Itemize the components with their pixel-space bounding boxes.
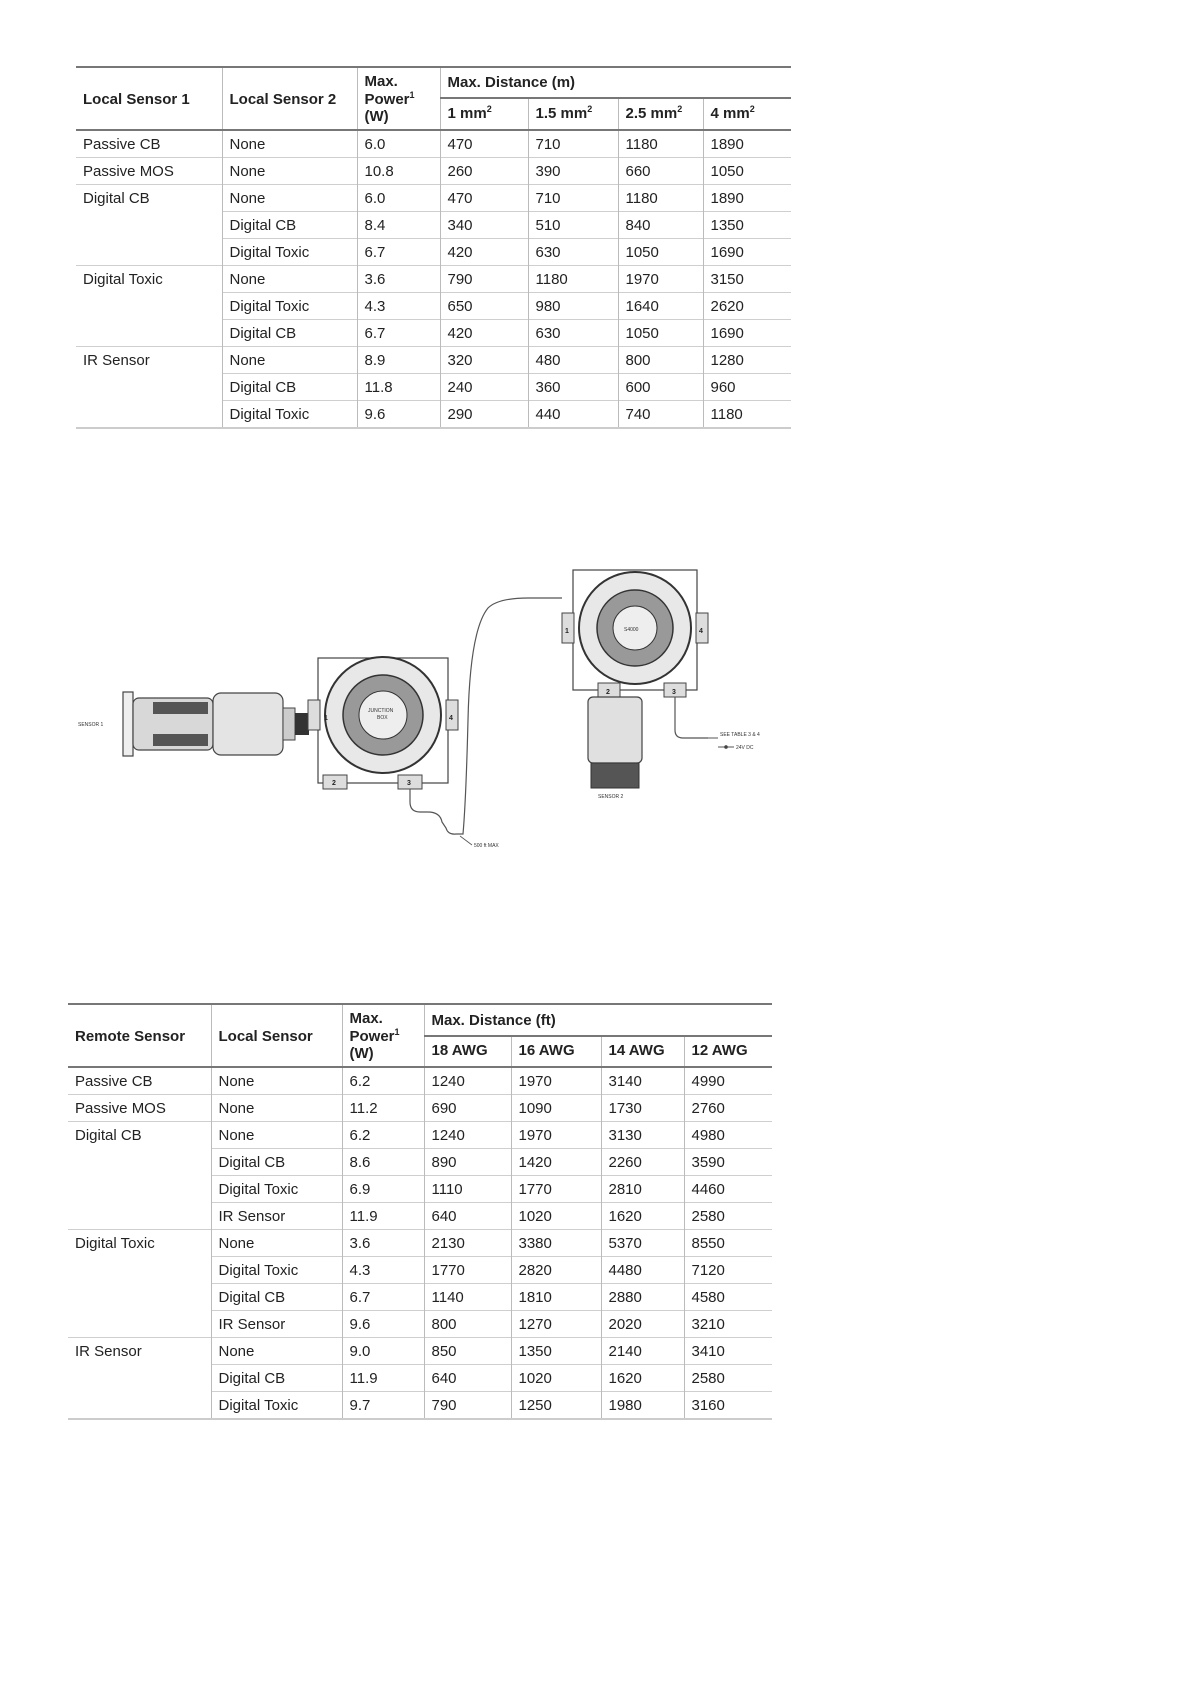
cell-sensor-2: IR Sensor bbox=[211, 1203, 342, 1230]
header-size-2-text: 1.5 mm bbox=[535, 104, 588, 122]
cell-max-power: 9.7 bbox=[342, 1392, 424, 1420]
cell-distance: 1350 bbox=[703, 212, 791, 239]
cell-distance: 660 bbox=[618, 158, 703, 185]
table-row bbox=[76, 266, 791, 293]
cell-sensor-1: Passive MOS bbox=[76, 158, 222, 185]
cell-distance: 480 bbox=[528, 347, 618, 374]
header-power-line-3: (W) bbox=[349, 1045, 374, 1062]
cell-distance: 1050 bbox=[618, 239, 703, 266]
cell-distance: 3410 bbox=[684, 1338, 772, 1365]
cell-distance: 1620 bbox=[601, 1365, 684, 1392]
cell-distance: 1810 bbox=[511, 1284, 601, 1311]
cell-distance: 1270 bbox=[511, 1311, 601, 1338]
cell-distance: 1620 bbox=[601, 1203, 684, 1230]
header-max-distance-ft: Max. Distance (ft) bbox=[424, 1004, 772, 1036]
cell-distance: 1240 bbox=[424, 1122, 511, 1149]
cell-distance: 7120 bbox=[684, 1257, 772, 1284]
cell-sensor-1: IR Sensor bbox=[68, 1338, 211, 1420]
cell-distance: 4480 bbox=[601, 1257, 684, 1284]
cell-distance: 1090 bbox=[511, 1095, 601, 1122]
cell-distance: 600 bbox=[618, 374, 703, 401]
cell-distance: 3590 bbox=[684, 1149, 772, 1176]
cell-sensor-2: Digital Toxic bbox=[222, 239, 357, 266]
cell-sensor-1: Digital Toxic bbox=[76, 266, 222, 347]
table-row bbox=[76, 130, 791, 158]
cell-distance: 1980 bbox=[601, 1392, 684, 1420]
cell-max-power: 11.9 bbox=[342, 1203, 424, 1230]
cell-distance: 1110 bbox=[424, 1176, 511, 1203]
cell-max-power: 6.0 bbox=[357, 130, 440, 158]
cell-distance: 850 bbox=[424, 1338, 511, 1365]
header-size-1-text: 1 mm bbox=[447, 104, 487, 122]
superscript-2: 2 bbox=[486, 103, 492, 114]
header-local-sensor-1: Local Sensor 1 bbox=[76, 67, 222, 130]
cell-max-power: 8.4 bbox=[357, 212, 440, 239]
cell-distance: 1640 bbox=[618, 293, 703, 320]
cell-distance: 710 bbox=[528, 130, 618, 158]
cell-distance: 3150 bbox=[703, 266, 791, 293]
cell-distance: 2580 bbox=[684, 1203, 772, 1230]
cell-sensor-2: Digital CB bbox=[222, 374, 357, 401]
cell-distance: 960 bbox=[703, 374, 791, 401]
cell-distance: 1020 bbox=[511, 1203, 601, 1230]
cell-sensor-2: None bbox=[222, 347, 357, 374]
footnote-marker: 1 bbox=[394, 1027, 400, 1037]
cell-sensor-1: Digital Toxic bbox=[68, 1230, 211, 1338]
header-awg-14: 14 AWG bbox=[601, 1036, 684, 1068]
cell-distance: 1420 bbox=[511, 1149, 601, 1176]
cell-distance: 2260 bbox=[601, 1149, 684, 1176]
cell-sensor-1: Passive CB bbox=[68, 1067, 211, 1095]
cell-distance: 340 bbox=[440, 212, 528, 239]
cell-sensor-1: IR Sensor bbox=[76, 347, 222, 429]
cell-max-power: 6.0 bbox=[357, 185, 440, 212]
cell-max-power: 4.3 bbox=[357, 293, 440, 320]
cell-distance: 3160 bbox=[684, 1392, 772, 1420]
metric-table-body bbox=[76, 130, 791, 428]
wiring-diagram bbox=[68, 540, 788, 920]
header-max-distance: Max. Distance (m) bbox=[440, 67, 791, 98]
cell-distance: 800 bbox=[618, 347, 703, 374]
junction-label-1: JUNCTION bbox=[368, 708, 394, 714]
cell-max-power: 6.2 bbox=[342, 1122, 424, 1149]
cell-distance: 1250 bbox=[511, 1392, 601, 1420]
header-size-4-text: 4 mm bbox=[710, 104, 750, 122]
cell-distance: 1240 bbox=[424, 1067, 511, 1095]
cell-distance: 1180 bbox=[618, 130, 703, 158]
cell-sensor-2: Digital Toxic bbox=[222, 401, 357, 429]
cell-sensor-2: Digital CB bbox=[211, 1365, 342, 1392]
table-row bbox=[68, 1338, 772, 1365]
cell-distance: 1690 bbox=[703, 239, 791, 266]
cell-sensor-2: None bbox=[222, 185, 357, 212]
cell-distance: 1770 bbox=[511, 1176, 601, 1203]
cell-max-power: 10.8 bbox=[357, 158, 440, 185]
tx-port-2: 2 bbox=[606, 689, 610, 696]
tx-port-4: 4 bbox=[699, 628, 703, 635]
cell-distance: 1970 bbox=[618, 266, 703, 293]
cell-max-power: 6.7 bbox=[342, 1284, 424, 1311]
cell-distance: 840 bbox=[618, 212, 703, 239]
cell-distance: 8550 bbox=[684, 1230, 772, 1257]
cell-sensor-2: Digital CB bbox=[222, 212, 357, 239]
cell-distance: 1180 bbox=[618, 185, 703, 212]
superscript-2: 2 bbox=[749, 103, 755, 114]
table-row bbox=[76, 185, 791, 212]
header-remote-sensor: Remote Sensor bbox=[68, 1004, 211, 1067]
cell-distance: 3130 bbox=[601, 1122, 684, 1149]
header-size-3 bbox=[618, 98, 703, 130]
table-row bbox=[76, 347, 791, 374]
power-cable bbox=[675, 697, 708, 738]
junction-label-2: BOX bbox=[377, 715, 388, 721]
cell-sensor-2: Digital Toxic bbox=[222, 293, 357, 320]
tx-port-3: 3 bbox=[672, 689, 676, 696]
cell-distance: 800 bbox=[424, 1311, 511, 1338]
cell-distance: 1970 bbox=[511, 1122, 601, 1149]
cell-sensor-2: Digital CB bbox=[211, 1284, 342, 1311]
cell-sensor-2: None bbox=[211, 1230, 342, 1257]
cell-max-power: 11.9 bbox=[342, 1365, 424, 1392]
cell-max-power: 6.2 bbox=[342, 1067, 424, 1095]
cell-max-power: 11.8 bbox=[357, 374, 440, 401]
cell-max-power: 11.2 bbox=[342, 1095, 424, 1122]
cell-sensor-2: None bbox=[222, 130, 357, 158]
cell-distance: 1020 bbox=[511, 1365, 601, 1392]
cell-max-power: 3.6 bbox=[342, 1230, 424, 1257]
cable-label-leader bbox=[460, 836, 472, 845]
cell-sensor-2: Digital CB bbox=[222, 320, 357, 347]
jb-port-2: 2 bbox=[332, 780, 336, 787]
cell-distance: 1140 bbox=[424, 1284, 511, 1311]
cell-distance: 1890 bbox=[703, 130, 791, 158]
cell-distance: 710 bbox=[528, 185, 618, 212]
sensor-1-assembly bbox=[123, 692, 309, 756]
header-size-2 bbox=[528, 98, 618, 130]
cell-max-power: 9.6 bbox=[342, 1311, 424, 1338]
cell-distance: 640 bbox=[424, 1365, 511, 1392]
cell-distance: 890 bbox=[424, 1149, 511, 1176]
cell-distance: 360 bbox=[528, 374, 618, 401]
header-size-3-text: 2.5 mm bbox=[625, 104, 678, 122]
header-power-line-1: Max. bbox=[349, 1010, 383, 1027]
cell-sensor-2: None bbox=[211, 1122, 342, 1149]
cell-sensor-1: Passive CB bbox=[76, 130, 222, 158]
cell-sensor-1: Digital CB bbox=[68, 1122, 211, 1230]
cell-distance: 260 bbox=[440, 158, 528, 185]
cell-sensor-2: Digital Toxic bbox=[211, 1257, 342, 1284]
cable-length-label: 500 ft MAX bbox=[474, 843, 499, 849]
cell-distance: 1050 bbox=[703, 158, 791, 185]
junction-box bbox=[308, 657, 458, 789]
cell-distance: 320 bbox=[440, 347, 528, 374]
header-local-sensor-2: Local Sensor 2 bbox=[222, 67, 357, 130]
header-size-4 bbox=[703, 98, 791, 130]
cell-max-power: 9.6 bbox=[357, 401, 440, 429]
cell-distance: 1770 bbox=[424, 1257, 511, 1284]
cell-distance: 470 bbox=[440, 130, 528, 158]
header-awg-16: 16 AWG bbox=[511, 1036, 601, 1068]
table-row bbox=[76, 158, 791, 185]
header-max-power bbox=[357, 67, 440, 130]
sensor-1-label: SENSOR 1 bbox=[78, 722, 104, 728]
cell-distance: 3380 bbox=[511, 1230, 601, 1257]
superscript-2: 2 bbox=[587, 103, 593, 114]
cell-distance: 390 bbox=[528, 158, 618, 185]
cell-distance: 420 bbox=[440, 239, 528, 266]
cell-sensor-2: None bbox=[222, 158, 357, 185]
cell-distance: 1180 bbox=[528, 266, 618, 293]
cell-distance: 790 bbox=[440, 266, 528, 293]
cell-distance: 1970 bbox=[511, 1067, 601, 1095]
cell-sensor-2: IR Sensor bbox=[211, 1311, 342, 1338]
table-row bbox=[68, 1095, 772, 1122]
header-max-power-ft bbox=[342, 1004, 424, 1067]
cell-sensor-2: Digital Toxic bbox=[211, 1176, 342, 1203]
cell-distance: 1350 bbox=[511, 1338, 601, 1365]
transmitter-label: S4000 bbox=[624, 627, 639, 633]
cell-sensor-2: Digital Toxic bbox=[211, 1392, 342, 1420]
cell-distance: 2820 bbox=[511, 1257, 601, 1284]
cell-sensor-2: Digital CB bbox=[211, 1149, 342, 1176]
header-power-line-2: Power bbox=[364, 91, 410, 108]
cell-distance: 470 bbox=[440, 185, 528, 212]
table-row bbox=[68, 1067, 772, 1095]
cell-max-power: 4.3 bbox=[342, 1257, 424, 1284]
cell-distance: 740 bbox=[618, 401, 703, 429]
cell-distance: 2130 bbox=[424, 1230, 511, 1257]
cell-sensor-2: None bbox=[211, 1095, 342, 1122]
cell-distance: 2810 bbox=[601, 1176, 684, 1203]
header-awg-12: 12 AWG bbox=[684, 1036, 772, 1068]
cell-distance: 3140 bbox=[601, 1067, 684, 1095]
header-local-sensor: Local Sensor bbox=[211, 1004, 342, 1067]
cell-sensor-1: Passive MOS bbox=[68, 1095, 211, 1122]
jb-port-4: 4 bbox=[449, 715, 453, 722]
cell-sensor-2: None bbox=[211, 1338, 342, 1365]
cell-distance: 1730 bbox=[601, 1095, 684, 1122]
imperial-table-body bbox=[68, 1067, 772, 1419]
cell-distance: 2760 bbox=[684, 1095, 772, 1122]
cell-distance: 3210 bbox=[684, 1311, 772, 1338]
table-row bbox=[68, 1122, 772, 1149]
header-awg-18: 18 AWG bbox=[424, 1036, 511, 1068]
cell-distance: 1180 bbox=[703, 401, 791, 429]
metric-distance-table bbox=[76, 66, 791, 429]
cell-distance: 4990 bbox=[684, 1067, 772, 1095]
header-power-line-3: (W) bbox=[364, 108, 389, 125]
cell-distance: 440 bbox=[528, 401, 618, 429]
cell-distance: 1690 bbox=[703, 320, 791, 347]
cell-distance: 5370 bbox=[601, 1230, 684, 1257]
sensor-2-label: SENSOR 2 bbox=[598, 794, 624, 800]
tx-port-1: 1 bbox=[565, 628, 569, 635]
cell-distance: 650 bbox=[440, 293, 528, 320]
table-ref-label: SEE TABLE 3 & 4 bbox=[720, 732, 760, 738]
cell-max-power: 6.9 bbox=[342, 1176, 424, 1203]
cell-max-power: 8.6 bbox=[342, 1149, 424, 1176]
cell-distance: 2620 bbox=[703, 293, 791, 320]
cell-distance: 510 bbox=[528, 212, 618, 239]
jb-port-1: 1 bbox=[324, 715, 328, 722]
power-supply-label: 24V DC bbox=[736, 745, 754, 751]
cell-distance: 630 bbox=[528, 239, 618, 266]
cell-max-power: 9.0 bbox=[342, 1338, 424, 1365]
cell-distance: 2880 bbox=[601, 1284, 684, 1311]
footnote-marker: 1 bbox=[409, 90, 415, 100]
superscript-2: 2 bbox=[677, 103, 683, 114]
header-power-line-1: Max. bbox=[364, 73, 398, 90]
cell-distance: 640 bbox=[424, 1203, 511, 1230]
table-row bbox=[68, 1230, 772, 1257]
cell-distance: 1280 bbox=[703, 347, 791, 374]
cell-max-power: 8.9 bbox=[357, 347, 440, 374]
header-power-line-2: Power bbox=[349, 1028, 395, 1045]
cell-distance: 240 bbox=[440, 374, 528, 401]
jb-port-3: 3 bbox=[407, 780, 411, 787]
imperial-distance-table bbox=[68, 1003, 772, 1420]
cell-distance: 2580 bbox=[684, 1365, 772, 1392]
cell-distance: 420 bbox=[440, 320, 528, 347]
cell-distance: 1050 bbox=[618, 320, 703, 347]
cell-distance: 690 bbox=[424, 1095, 511, 1122]
cell-distance: 980 bbox=[528, 293, 618, 320]
cell-distance: 4460 bbox=[684, 1176, 772, 1203]
cell-max-power: 6.7 bbox=[357, 320, 440, 347]
cell-distance: 630 bbox=[528, 320, 618, 347]
cell-max-power: 3.6 bbox=[357, 266, 440, 293]
cell-distance: 4980 bbox=[684, 1122, 772, 1149]
cell-distance: 290 bbox=[440, 401, 528, 429]
cell-distance: 790 bbox=[424, 1392, 511, 1420]
cell-distance: 2020 bbox=[601, 1311, 684, 1338]
cell-sensor-1: Digital CB bbox=[76, 185, 222, 266]
cell-sensor-2: None bbox=[211, 1067, 342, 1095]
cell-distance: 1890 bbox=[703, 185, 791, 212]
cell-distance: 2140 bbox=[601, 1338, 684, 1365]
cell-sensor-2: None bbox=[222, 266, 357, 293]
cell-max-power: 6.7 bbox=[357, 239, 440, 266]
header-size-1 bbox=[440, 98, 528, 130]
s4000-transmitter bbox=[562, 570, 708, 788]
cell-distance: 4580 bbox=[684, 1284, 772, 1311]
